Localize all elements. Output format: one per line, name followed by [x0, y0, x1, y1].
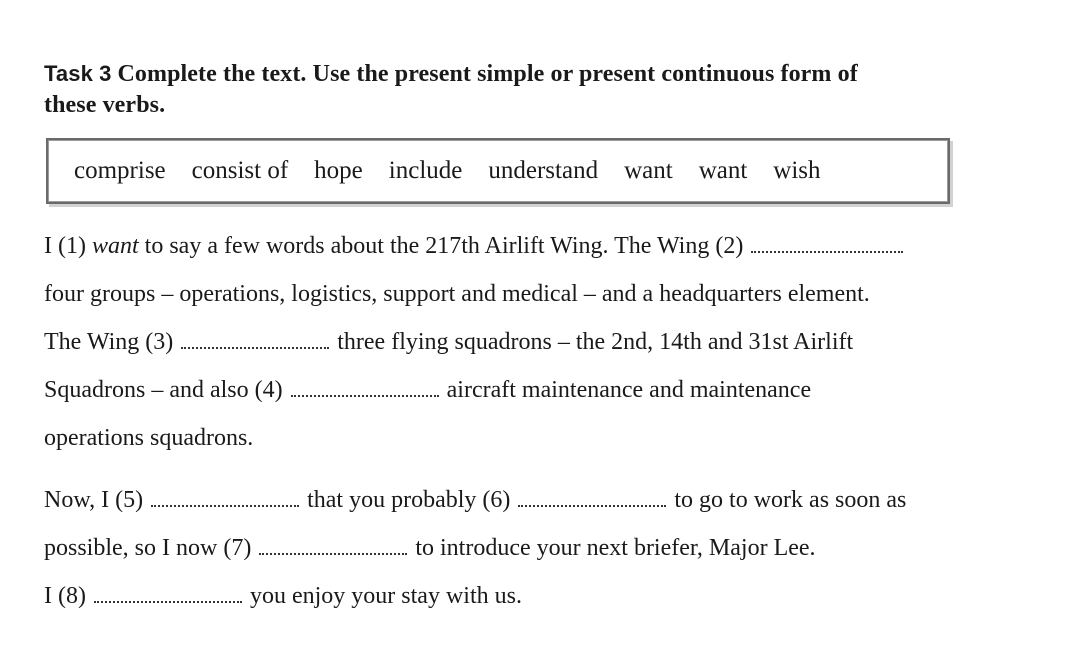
verb-word-box: [46, 138, 950, 204]
word-understand: understand: [488, 157, 599, 184]
blank-3[interactable]: [181, 343, 329, 349]
blank-2[interactable]: [751, 247, 903, 253]
word-consist-of: consist of: [191, 157, 289, 184]
word-hope: hope: [314, 157, 363, 184]
para2-text: that you probably (6): [307, 487, 511, 513]
task-instructions: [44, 58, 1054, 121]
blank-5[interactable]: [151, 501, 299, 507]
para2-text: I (8): [44, 583, 86, 609]
para1-line-1: [44, 222, 1064, 270]
para1-line-5: operations squadrons.: [44, 425, 254, 451]
word-want: want: [624, 157, 673, 184]
para2-line-3: [44, 572, 1064, 620]
para1-text: Squadrons – and also (4): [44, 377, 283, 403]
instruction-line-1: [44, 58, 1054, 90]
blank-8[interactable]: [94, 597, 242, 603]
instruction-line-2: these verbs.: [44, 92, 166, 118]
para1-text: to say a few words about the 217th Airlift Wing. The Wing (2): [144, 233, 744, 259]
para1-text: aircraft maintenance and maintenance: [446, 377, 812, 403]
para2-text: to introduce your next briefer, Major Lee.: [415, 535, 816, 561]
word-include: include: [388, 157, 463, 184]
para2-text: Now, I (5): [44, 487, 144, 513]
task-number: Task 3: [44, 61, 112, 86]
para2-line-2: [44, 524, 1064, 572]
para2-text: possible, so I now (7): [44, 535, 252, 561]
blank-4[interactable]: [291, 391, 439, 397]
para1-text: three flying squadrons – the 2nd, 14th and 31st Airlift: [337, 329, 854, 355]
paragraph-2: [44, 476, 1064, 620]
blank-7[interactable]: [259, 549, 407, 555]
para2-line-1: [44, 476, 1064, 524]
instruction-text-1: Complete the text. Use the present simple or present continuous form of: [117, 61, 858, 87]
para1-line-3: [44, 318, 1064, 366]
para1-line-4: [44, 366, 1064, 414]
word-comprise: comprise: [74, 157, 166, 184]
word-wish: wish: [773, 157, 821, 184]
para2-text: to go to work as soon as: [674, 487, 907, 513]
para1-text: I (1): [44, 233, 86, 259]
blank-6[interactable]: [518, 501, 666, 507]
para2-text: you enjoy your stay with us.: [249, 583, 522, 609]
para1-text: The Wing (3): [44, 329, 174, 355]
example-answer: want: [91, 233, 139, 259]
para1-line-2: four groups – operations, logistics, support and medical – and a headquarters element.: [44, 281, 870, 307]
word-want-2: want: [698, 157, 748, 184]
paragraph-1: [44, 222, 1064, 462]
